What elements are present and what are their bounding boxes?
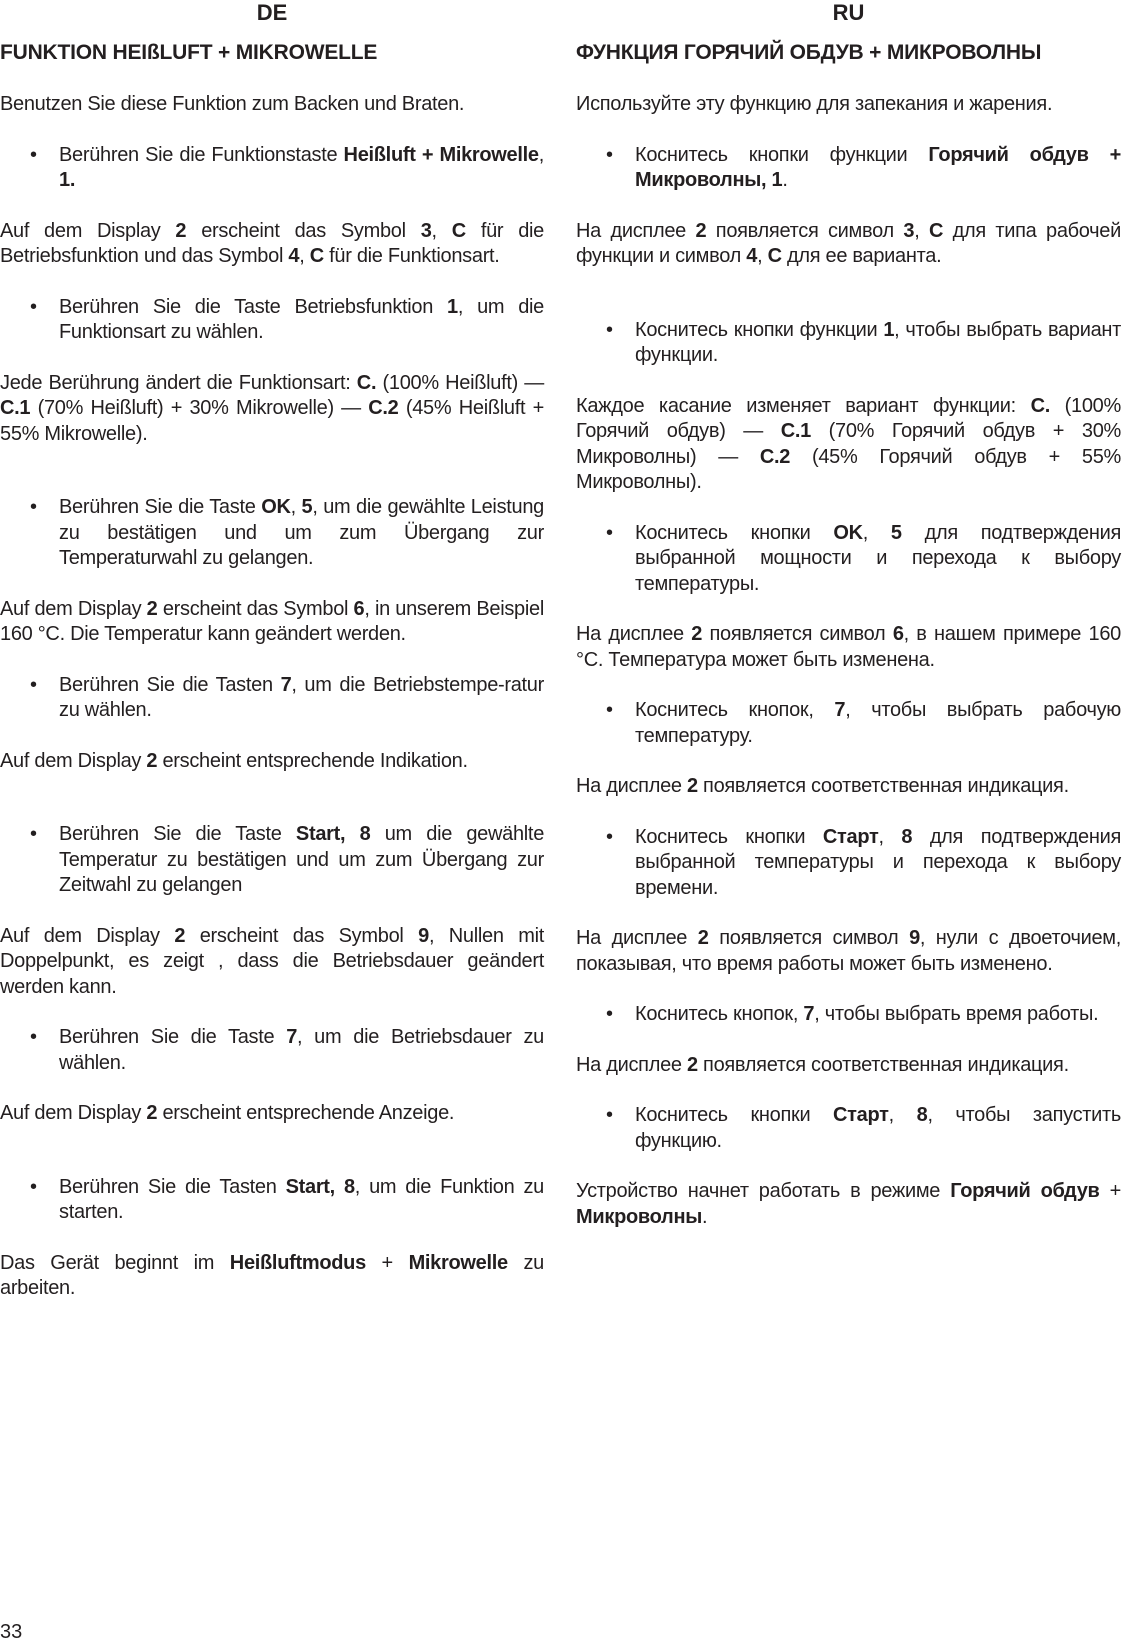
bullet-icon: •: [30, 496, 37, 518]
text-run: .: [782, 169, 788, 191]
bullet-item: [576, 825, 1121, 902]
text-run: (45% Heißluft + 55% Mikrowelle).: [0, 397, 545, 445]
bullet-icon: •: [606, 318, 613, 341]
text-run: Устройство начнет работать в режиме: [576, 1180, 951, 1202]
text-run: Auf dem Display: [0, 219, 176, 242]
text-run: ,: [431, 219, 452, 242]
paragraph: [0, 219, 544, 270]
text-run: erscheint das Symbol: [186, 219, 421, 242]
paragraph: [576, 394, 1121, 496]
text-run: Auf dem Display: [0, 924, 175, 947]
text-run: , чтобы выбрать вариант функции.: [635, 318, 1121, 366]
text-run: Berühren Sie die Taste Betriebsfunktion: [59, 295, 448, 318]
text-run: Коснитесь кнопки функции: [635, 318, 884, 341]
bullet-icon: •: [606, 825, 613, 848]
text-run: erscheint entsprechende Anzeige.: [157, 1102, 455, 1124]
text-run: , чтобы выбрать рабочую температуру.: [635, 699, 1121, 747]
bullet-item: [576, 521, 1121, 598]
paragraph: [576, 926, 1121, 977]
key-reference: 9: [418, 924, 429, 947]
section-title-ru: ФУНКЦИЯ ГОРЯЧИЙ ОБДУВ + МИКРОВОЛНЫ: [576, 41, 1042, 64]
bullet-item: [0, 295, 544, 346]
text-run: Коснитесь кнопки: [635, 825, 823, 848]
key-reference: C.: [356, 371, 377, 394]
text-run: появляется символ: [706, 219, 904, 242]
key-reference: 7: [803, 1003, 815, 1025]
bullet-item: [0, 1025, 544, 1076]
key-reference: Heißluft + Mikrowelle: [343, 143, 539, 166]
key-reference: 2: [686, 775, 698, 797]
key-reference: 2: [695, 219, 707, 242]
key-reference: Start, 8: [295, 823, 371, 845]
key-reference: С.1: [780, 420, 811, 442]
bullet-icon: •: [606, 1104, 613, 1126]
key-reference: 2: [691, 623, 703, 645]
text-run: Berühren Sie die Funktionstaste: [59, 143, 344, 166]
text-run: zu arbeiten.: [0, 1251, 544, 1299]
text-run: На дисплее: [576, 1053, 687, 1076]
text-run: +: [365, 1251, 409, 1274]
key-reference: 1: [883, 318, 895, 341]
text-run: появляется символ: [708, 927, 910, 949]
bullet-icon: •: [606, 1003, 613, 1025]
text-run: , чтобы запустить функцию.: [635, 1104, 1121, 1152]
text-run: ,: [757, 245, 768, 267]
text-run: +: [1099, 1180, 1121, 1202]
text-run: ,: [538, 143, 544, 166]
bullet-item: [0, 495, 544, 572]
bullet-item: [0, 673, 544, 724]
text-run: (70% Heißluft) + 30% Mikrowelle) —: [30, 397, 369, 419]
bullet-item: [576, 318, 1121, 369]
paragraph: [0, 371, 544, 448]
text-run: Каждое касание изменяет вариант функции:: [576, 394, 1031, 417]
text-run: Berühren Sie die Tasten: [59, 1175, 286, 1198]
text-run: На дисплее: [576, 775, 687, 797]
text-run: На дисплее: [576, 623, 692, 645]
key-reference: 2: [686, 1053, 698, 1076]
text-run: для подтверждения выбранной температуры и перехода к выбору времени.: [635, 825, 1122, 899]
paragraph: [576, 92, 1121, 118]
text-run: Benutzen Sie diese Funktion zum Backen und Braten.: [0, 93, 465, 115]
key-reference: C: [451, 219, 466, 242]
paragraph: [0, 1251, 544, 1302]
key-reference: 5: [301, 496, 313, 518]
text-run: (45% Горячий обдув + 55% Микроволны).: [576, 445, 1122, 493]
bullet-icon: •: [606, 699, 613, 721]
text-run: , в нашем примере 160 °C. Температура может быть изменена.: [576, 623, 1121, 671]
text-run: Коснитесь кнопки функции: [635, 143, 929, 166]
bullet-icon: •: [30, 823, 37, 845]
bullet-item: [576, 143, 1121, 194]
paragraph: [0, 92, 544, 118]
text-run: Berühren Sie die Taste: [59, 823, 296, 845]
bullet-item: [576, 1002, 1121, 1028]
paragraph: [0, 597, 544, 648]
paragraph: [0, 1101, 544, 1127]
key-reference: 3: [420, 219, 432, 242]
text-run: (100% Heißluft) —: [376, 371, 544, 394]
text-run: erscheint das Symbol: [185, 924, 419, 947]
text-run: für die Betriebsfunktion und das Symbol: [0, 219, 544, 267]
text-run: Коснитесь кнопок,: [635, 699, 835, 721]
text-run: ,: [299, 245, 310, 267]
key-reference: Горячий обдув + Микроволны, 1: [635, 143, 1121, 191]
bullet-icon: •: [30, 1026, 37, 1048]
text-run: für die Funktionsart.: [323, 245, 500, 267]
text-run: , in unserem Beispiel 160 °C. Die Temperatur kann geändert werden.: [0, 597, 544, 645]
text-run: , um die Betriebsdauer zu wählen.: [59, 1026, 544, 1074]
key-reference: 1.: [59, 169, 76, 191]
key-reference: C.1: [0, 397, 31, 419]
text-run: , um die Funktion zu starten.: [59, 1175, 544, 1223]
key-reference: 2: [697, 927, 709, 949]
key-reference: 1: [447, 295, 458, 318]
key-reference: OK: [833, 521, 863, 544]
text-run: Auf dem Display: [0, 749, 147, 772]
key-reference: Микроволны: [576, 1205, 703, 1228]
bullet-icon: •: [606, 521, 613, 544]
text-run: появляется соответственная индикация.: [697, 775, 1069, 797]
text-run: , нули с двоеточием, показывая, что время работы может быть изменено.: [576, 927, 1122, 975]
text-run: ,: [914, 219, 929, 242]
text-run: ,: [878, 825, 902, 848]
bullet-item: [576, 1103, 1121, 1154]
text-run: ,: [290, 496, 302, 518]
bullet-item: [0, 143, 544, 194]
bullet-icon: •: [30, 1175, 37, 1198]
text-run: Berühren Sie die Taste: [59, 496, 262, 518]
key-reference: С: [928, 219, 944, 242]
key-reference: С.2: [759, 445, 791, 468]
key-reference: 8: [916, 1104, 928, 1126]
key-reference: 9: [909, 927, 920, 949]
paragraph: [576, 774, 1121, 800]
text-run: для типа рабочей функции и символ: [576, 219, 1121, 267]
body-ru: [576, 92, 1121, 1230]
text-run: (70% Горячий обдув + 30% Микроволны) —: [576, 420, 1122, 468]
key-reference: Горячий обдув: [950, 1180, 1100, 1202]
key-reference: 2: [175, 219, 187, 242]
key-reference: OK: [261, 496, 291, 518]
text-run: Berühren Sie die Tasten: [59, 673, 281, 696]
paragraph: [0, 749, 544, 775]
paragraph: [576, 622, 1121, 673]
text-run: Das Gerät beginnt im: [0, 1251, 230, 1274]
key-reference: Heißluftmodus: [229, 1251, 366, 1274]
paragraph: [576, 219, 1121, 270]
key-reference: С: [767, 245, 782, 267]
text-run: , um die gewählte Leistung zu bestätigen und um zum Übergang zur Temperaturwahl zu gelangen.: [59, 496, 544, 569]
text-run: появляется соответственная индикация.: [697, 1053, 1069, 1076]
text-run: ,: [862, 521, 891, 544]
key-reference: 5: [890, 521, 902, 544]
paragraph: [576, 1053, 1121, 1079]
text-run: Auf dem Display: [0, 1102, 147, 1124]
text-run: erscheint das Symbol: [157, 597, 354, 620]
text-run: для подтверждения выбранной мощности и перехода к выбору температуры.: [635, 521, 1122, 595]
key-reference: 2: [174, 924, 186, 947]
key-reference: 2: [146, 1102, 158, 1124]
bullet-icon: •: [606, 143, 613, 166]
text-run: , чтобы выбрать время работы.: [814, 1003, 1099, 1025]
key-reference: Старт: [833, 1104, 889, 1126]
key-reference: 3: [903, 219, 915, 242]
text-run: Jede Berührung ändert die Funktionsart:: [0, 371, 357, 394]
key-reference: C: [309, 245, 324, 267]
language-header-de: DE: [256, 0, 288, 25]
text-run: , um die Betriebstempe-ratur zu wählen.: [59, 673, 544, 721]
text-run: , Nullen mit Doppelpunkt, es zeigt , dass die Betriebsdauer geändert werden kann.: [0, 924, 544, 998]
key-reference: С.: [1030, 394, 1051, 417]
key-reference: 4: [288, 245, 300, 267]
text-run: Коснитесь кнопок,: [635, 1003, 804, 1025]
key-reference: Mikrowelle: [408, 1251, 508, 1274]
text-run: Auf dem Display: [0, 597, 147, 620]
key-reference: 4: [746, 245, 758, 267]
russian-column: [576, 0, 1121, 1230]
bullet-item: [0, 1175, 544, 1226]
language-header-ru: RU: [832, 0, 865, 25]
bullet-icon: •: [30, 673, 37, 696]
key-reference: C.2: [368, 397, 399, 419]
text-run: появляется символ: [702, 623, 893, 645]
section-title-de: FUNKTION HEIßLUFT + MIKROWELLE: [0, 41, 378, 64]
text-run: Berühren Sie die Taste: [59, 1026, 287, 1048]
key-reference: 6: [353, 597, 365, 620]
text-run: .: [702, 1205, 708, 1228]
bullet-item: [0, 822, 544, 899]
key-reference: 6: [892, 623, 904, 645]
page-number: 33: [0, 1621, 23, 1643]
text-run: Используйте эту функцию для запекания и жарения.: [576, 93, 1053, 115]
key-reference: 7: [280, 673, 292, 696]
text-run: (100% Горячий обдув) —: [576, 394, 1121, 442]
key-reference: Старт: [822, 825, 879, 848]
german-column: [0, 0, 544, 1302]
bullet-item: [576, 698, 1121, 749]
text-run: Коснитесь кнопки: [635, 521, 834, 544]
paragraph: [0, 924, 544, 1001]
text-run: , um die Funktionsart zu wählen.: [59, 295, 545, 343]
body-de: [0, 92, 544, 1302]
bullet-icon: •: [30, 143, 37, 166]
text-run: um die gewählte Temperatur zu bestätigen und um zum Übergang zur Zeitwahl zu gelangen: [59, 823, 545, 896]
text-run: На дисплее: [576, 927, 698, 949]
bullet-icon: •: [30, 295, 37, 318]
text-run: Коснитесь кнопки: [635, 1104, 834, 1126]
text-run: ,: [888, 1104, 917, 1126]
key-reference: 2: [146, 749, 158, 772]
text-run: На дисплее: [576, 219, 696, 242]
key-reference: Start, 8: [285, 1175, 355, 1198]
paragraph: [576, 1179, 1121, 1230]
text-run: erscheint entsprechende Indikation.: [157, 749, 468, 772]
key-reference: 8: [901, 825, 913, 848]
key-reference: 7: [286, 1026, 298, 1048]
text-run: для ее варианта.: [781, 245, 942, 267]
key-reference: 7: [834, 699, 846, 721]
key-reference: 2: [146, 597, 158, 620]
